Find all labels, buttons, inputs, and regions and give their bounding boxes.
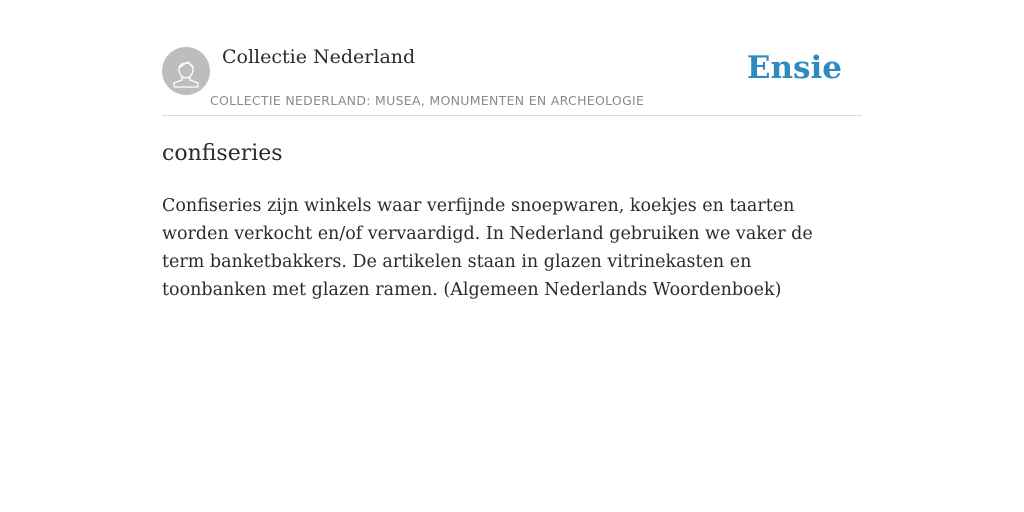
ensie-logo-link[interactable]: Ensie bbox=[746, 50, 842, 86]
page-container bbox=[162, 0, 862, 300]
header bbox=[162, 0, 862, 116]
article-body: Confiseries zijn winkels waar verfijnde snoepwaren, koekjes en taarten worden verkocht en/of vervaardigd. In Nederland gebruiken we vaker de term banketbakkers. De artikelen staan in glazen vitrinekasten en toonbanken met glazen ramen. (Algemeen Nederlands Woordenboek) bbox=[162, 196, 813, 300]
page-title: confiseries bbox=[162, 141, 283, 166]
author-subtitle: COLLECTIE NEDERLAND: MUSEA, MONUMENTEN EN ARCHEOLOGIE bbox=[210, 93, 645, 108]
avatar[interactable] bbox=[162, 47, 210, 95]
author-name[interactable]: Collectie Nederland bbox=[222, 46, 416, 68]
user-silhouette-icon bbox=[162, 47, 210, 95]
